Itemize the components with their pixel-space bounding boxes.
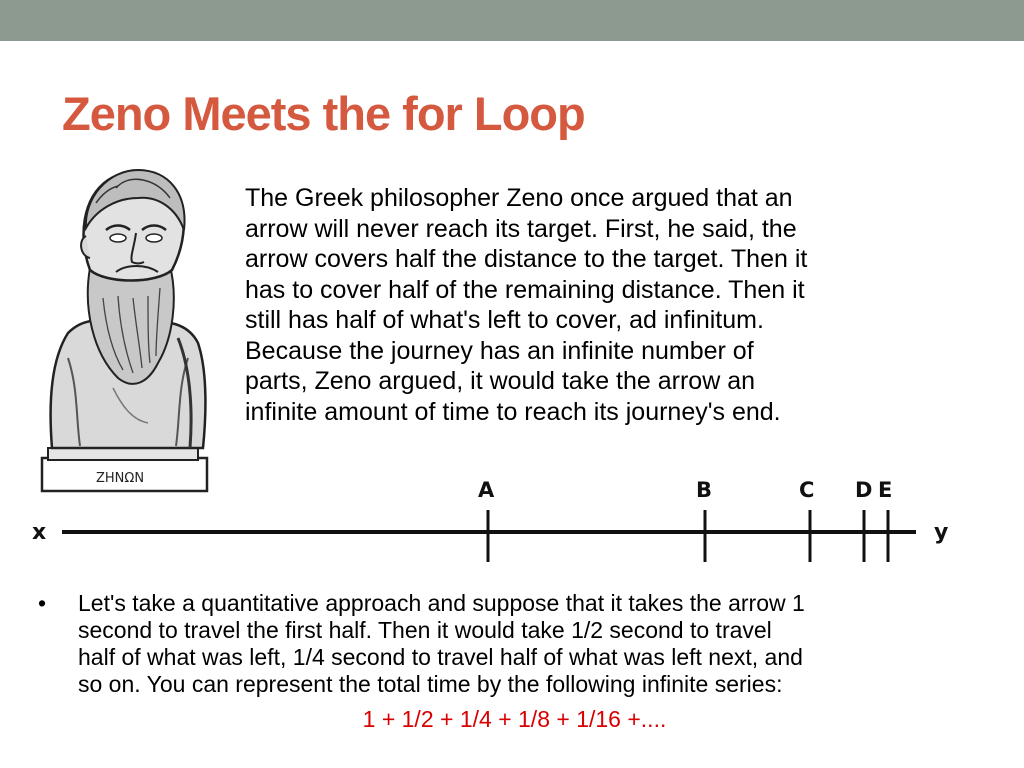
intro-paragraph [245, 183, 965, 427]
intro-line: arrow covers half the distance to the target. Then it [245, 245, 808, 273]
zeno-number-line [20, 470, 960, 570]
start-label-x: x [32, 520, 47, 545]
point-label-a: A [478, 478, 495, 502]
bullet-marker: • [38, 590, 47, 616]
end-label-y: y [934, 520, 949, 545]
bullet-line: half of what was left, 1/4 second to travel half of what was left next, and [78, 644, 803, 670]
intro-line: The Greek philosopher Zeno once argued that an [245, 184, 793, 212]
intro-line: still has half of what's left to cover, ad infinitum. [245, 306, 764, 334]
bust-inscription: ΖΗΝΩΝ [96, 471, 145, 486]
point-label-e: E [878, 478, 893, 502]
zeno-bust-illustration [38, 158, 218, 493]
point-label-c: C [799, 478, 815, 502]
intro-line: arrow will never reach its target. First, he said, the [245, 214, 797, 243]
bullet-line: Let's take a quantitative approach and suppose that it takes the arrow 1 [78, 590, 805, 616]
bullet-line: so on. You can represent the total time by the following infinite series: [78, 671, 783, 697]
top-accent-bar [0, 0, 1024, 41]
point-label-d: D [855, 478, 873, 502]
bullet-paragraph [78, 590, 998, 698]
point-label-b: B [696, 478, 713, 502]
intro-line: parts, Zeno argued, it would take the arrow an [245, 367, 756, 395]
bullet-line: second to travel the first half. Then it would take 1/2 second to travel [78, 617, 772, 643]
intro-line: has to cover half of the remaining distance. Then it [245, 275, 805, 304]
intro-line: Because the journey has an infinite number of [245, 336, 754, 365]
infinite-series-formula: 1 + 1/2 + 1/4 + 1/8 + 1/16 +.... [362, 706, 667, 732]
slide-title: Zeno Meets the for Loop [62, 87, 585, 140]
intro-line: infinite amount of time to reach its journey's end. [245, 397, 781, 426]
